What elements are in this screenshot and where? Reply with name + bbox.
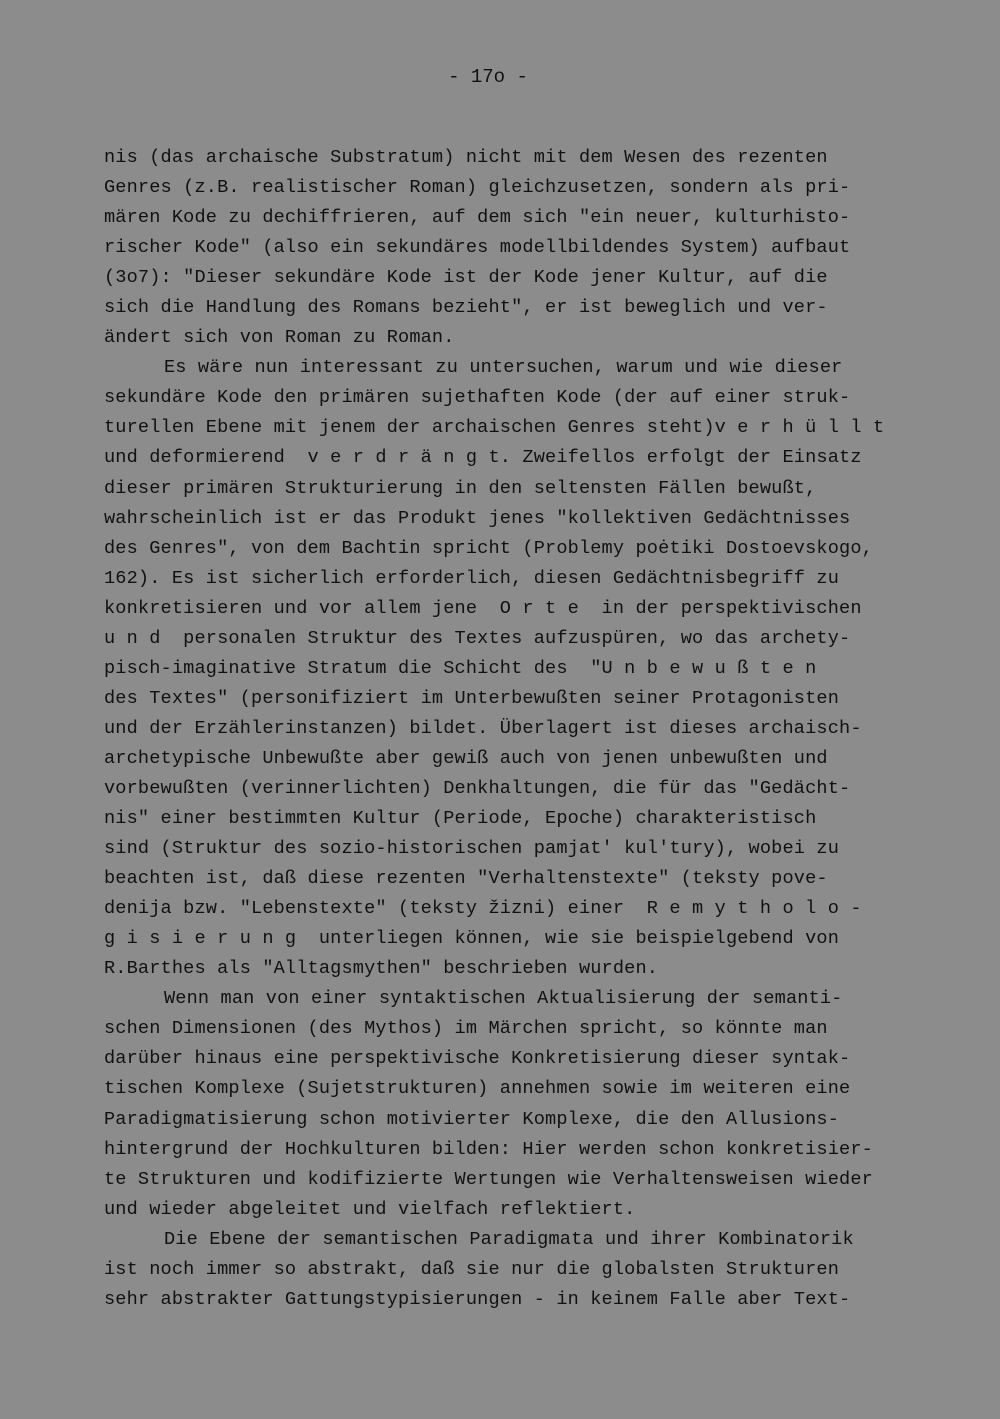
text-line: Wenn man von einer syntaktischen Aktualisierung der semanti- xyxy=(164,988,843,1010)
text-line: und deformierend v e r d r ä n g t. Zweifellos erfolgt der Einsatz xyxy=(104,447,862,469)
text-line: sehr abstrakter Gattungstypisierungen - in keinem Falle aber Text- xyxy=(104,1288,851,1310)
text-line: und der Erzählerinstanzen) bildet. Überlagert ist dieses archaisch- xyxy=(104,717,862,739)
text-line: ist noch immer so abstrakt, daß sie nur die globalsten Strukturen xyxy=(104,1258,840,1280)
text-line: u n d personalen Struktur des Textes aufzuspüren, wo das archety- xyxy=(104,627,851,649)
text-line: ändert sich von Roman zu Roman. xyxy=(104,327,455,349)
text-line: rischer Kode" (also ein sekundäres modellbildendes System) aufbaut xyxy=(104,237,851,259)
text-line: tischen Komplexe (Sujetstrukturen) annehmen sowie im weiteren eine xyxy=(104,1078,851,1100)
text-line: sich die Handlung des Romans bezieht", er ist beweglich und ver- xyxy=(104,297,828,319)
text-line: dieser primären Strukturierung in den seltensten Fällen bewußt, xyxy=(104,477,817,499)
text-line: mären Kode zu dechiffrieren, auf dem sich "ein neuer, kulturhisto- xyxy=(104,207,851,229)
text-line: sekundäre Kode den primären sujethaften Kode (der auf einer struk- xyxy=(104,387,851,409)
text-line: konkretisieren und vor allem jene O r t e in der perspektivischen xyxy=(104,597,862,619)
text-line: Genres (z.B. realistischer Roman) gleichzusetzen, sondern als pri- xyxy=(104,177,851,199)
text-line: vorbewußten (verinnerlichten) Denkhaltungen, die für das "Gedächt- xyxy=(104,777,851,799)
text-line: Paradigmatisierung schon motivierter Komplexe, die den Allusions- xyxy=(104,1108,840,1130)
text-line: wahrscheinlich ist er das Produkt jenes "kollektiven Gedächtnisses xyxy=(104,507,851,529)
text-line: schen Dimensionen (des Mythos) im Märchen spricht, so könnte man xyxy=(104,1018,828,1040)
text-line: Die Ebene der semantischen Paradigmata und ihrer Kombinatorik xyxy=(164,1228,854,1250)
text-line: g i s i e r u n g unterliegen können, wie sie beispielgebend von xyxy=(104,928,840,950)
text-line: Es wäre nun interessant zu untersuchen, warum und wie dieser xyxy=(164,357,843,379)
text-line: pisch-imaginative Stratum die Schicht des "U n b e w u ß t e n xyxy=(104,657,817,679)
body-text xyxy=(104,143,904,1315)
page-number: - 17o - xyxy=(448,66,528,88)
text-line: 162). Es ist sicherlich erforderlich, diesen Gedächtnisbegriff zu xyxy=(104,567,840,589)
text-line: darüber hinaus eine perspektivische Konkretisierung dieser syntak- xyxy=(104,1048,851,1070)
text-line: hintergrund der Hochkulturen bilden: Hier werden schon konkretisier- xyxy=(104,1138,873,1160)
text-line: und wieder abgeleitet und vielfach reflektiert. xyxy=(104,1198,636,1220)
text-line: denija bzw. "Lebenstexte" (teksty žizni) einer R e m y t h o l o - xyxy=(104,898,862,920)
text-line: des Textes" (personifiziert im Unterbewußten seiner Protagonisten xyxy=(104,687,840,709)
text-line: archetypische Unbewußte aber gewiß auch von jenen unbewußten und xyxy=(104,747,828,769)
text-line: beachten ist, daß diese rezenten "Verhaltenstexte" (teksty pove- xyxy=(104,868,828,890)
text-line: nis" einer bestimmten Kultur (Periode, Epoche) charakteristisch xyxy=(104,808,817,830)
text-line: (3o7): "Dieser sekundäre Kode ist der Kode jener Kultur, auf die xyxy=(104,267,828,289)
text-line: te Strukturen und kodifizierte Wertungen wie Verhaltensweisen wieder xyxy=(104,1168,873,1190)
text-line: turellen Ebene mit jenem der archaischen Genres steht)v e r h ü l l t xyxy=(104,417,885,439)
text-line: nis (das archaische Substratum) nicht mit dem Wesen des rezenten xyxy=(104,147,828,168)
text-line: des Genres", von dem Bachtin spricht (Problemy poėtiki Dostoevskogo, xyxy=(104,537,873,559)
text-line: sind (Struktur des sozio-historischen pamjat' kul'tury), wobei zu xyxy=(104,838,840,860)
text-line: R.Barthes als "Alltagsmythen" beschrieben wurden. xyxy=(104,958,659,980)
